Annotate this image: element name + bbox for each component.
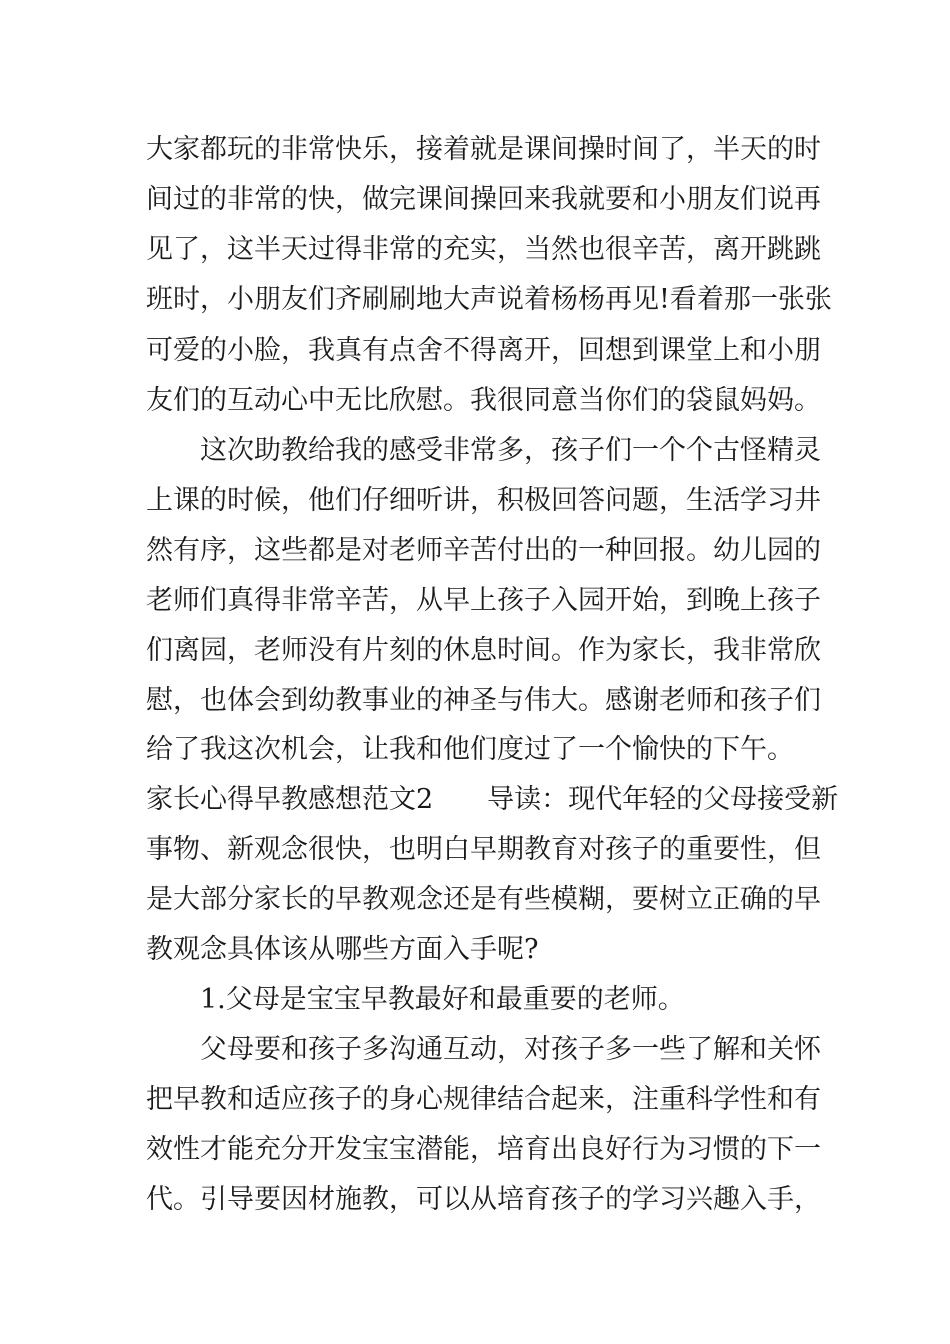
text-line: 老师们真得非常辛苦，从早上孩子入园开始，到晚上孩子 [146, 585, 821, 616]
text-line: 见了，这半天过得非常的充实，当然也很辛苦，离开跳跳 [146, 234, 821, 265]
text-line: 是大部分家长的早教观念还是有些模糊，要树立正确的早 [146, 884, 821, 915]
paragraph-first-line: 这次助教给我的感受非常多，孩子们一个个古怪精灵 [200, 435, 821, 466]
text-line: 代。引导要因材施教，可以从培育孩子的学习兴趣入手， [146, 1184, 821, 1215]
text-line: 然有序，这些都是对老师辛苦付出的一种回报。幼儿园的 [146, 535, 821, 566]
text-line: 慰，也体会到幼教事业的神圣与伟大。感谢老师和孩子们 [146, 685, 821, 716]
numbered-item: 1.父母是宝宝早教最好和最重要的老师。 [200, 984, 685, 1015]
paragraph-first-line: 父母要和孩子多沟通互动，对孩子多一些了解和关怀 [200, 1034, 821, 1065]
text-line: 间过的非常的快，做完课间操回来我就要和小朋友们说再 [146, 184, 821, 215]
text-line: 上课的时候，他们仔细听讲，积极回答问题，生活学习井 [146, 485, 821, 516]
text-line: 给了我这次机会，让我和他们度过了一个愉快的下午。 [146, 734, 794, 765]
text-line: 把早教和适应孩子的身心规律结合起来，注重科学性和有 [146, 1084, 821, 1115]
text-line: 效性才能充分开发宝宝潜能，培育出良好行为习惯的下一 [146, 1134, 821, 1165]
section-heading-line: 家长心得早教感想范文2 导读：现代年轻的父母接受新 [146, 784, 839, 815]
text-line: 教观念具体该从哪些方面入手呢? [146, 934, 539, 965]
text-line: 大家都玩的非常快乐，接着就是课间操时间了，半天的时 [146, 134, 821, 165]
text-line: 可爱的小脸，我真有点舍不得离开，回想到课堂上和小朋 [146, 335, 821, 366]
text-line: 事物、新观念很快，也明白早期教育对孩子的重要性，但 [146, 834, 821, 865]
text-line: 班时，小朋友们齐刷刷地大声说着杨杨再见!看着那一张张 [146, 284, 832, 315]
text-line: 们离园，老师没有片刻的休息时间。作为家长，我非常欣 [146, 635, 821, 666]
text-line: 友们的互动心中无比欣慰。我很同意当你们的袋鼠妈妈。 [146, 385, 821, 416]
